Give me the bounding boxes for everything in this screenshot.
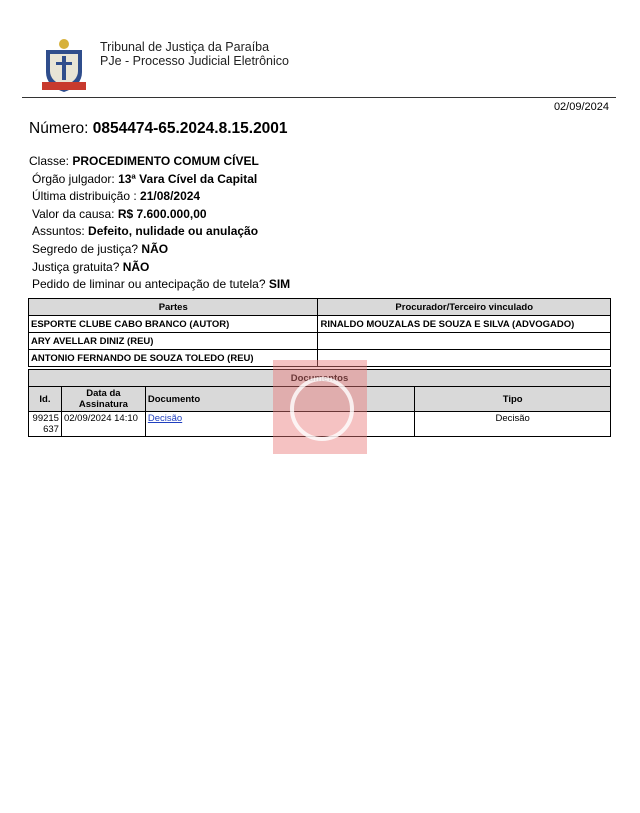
field-label: Segredo de justiça? [32,241,142,256]
partes-header: Partes [29,299,318,316]
process-number [29,120,288,138]
field-label: Órgão julgador: [32,171,119,186]
process-info [29,153,290,294]
process-number-value: 0854474-65.2024.8.15.2001 [92,120,288,137]
doc-type-cell: Decisão [415,412,611,437]
court-crest-icon [40,36,88,94]
partes-table [28,298,611,367]
documentos-title: Documentos [29,370,611,387]
field-label: Pedido de liminar ou antecipação de tutela? [32,277,269,292]
field-label: Valor da causa: [32,206,118,221]
field-orgao [29,171,290,189]
table-row [29,316,611,333]
process-number-label: Número: [29,120,89,137]
field-label: Última distribuição : [32,189,141,204]
tipo-header: Tipo [415,387,611,412]
id-header: Id. [29,387,62,412]
watermark-ring [290,377,354,441]
field-value: NÃO [141,241,169,256]
field-value: 21/08/2024 [140,189,201,204]
doc-date-cell: 02/09/2024 14:10 [61,412,145,437]
field-segredo [29,241,290,259]
doc-id-cell: 99215637 [29,412,62,437]
field-value: NÃO [122,259,150,274]
page-header [0,0,640,100]
field-distribuicao [29,188,290,206]
parte-cell: ESPORTE CLUBE CABO BRANCO (AUTOR) [29,316,318,333]
field-label: Justiça gratuita? [32,259,123,274]
field-value: 13ª Vara Cível da Capital [118,171,258,186]
watermark-icon [273,360,367,454]
field-label: Assuntos: [32,224,89,239]
field-value: PROCEDIMENTO COMUM CÍVEL [72,154,259,168]
field-valor [29,206,290,224]
field-gratuita [29,259,290,277]
document-link[interactable]: Decisão [147,413,183,424]
system-name: PJe - Processo Judicial Eletrônico [100,54,289,68]
field-label: Classe: [29,154,73,168]
parte-cell: ANTONIO FERNANDO DE SOUZA TOLEDO (REU) [29,350,318,367]
documento-header: Documento [145,387,414,412]
field-liminar [29,276,290,294]
partes-header-row [29,299,611,316]
data-header: Data da Assinatura [61,387,145,412]
table-row [29,333,611,350]
print-date: 02/09/2024 [553,101,609,113]
procurador-header: Procurador/Terceiro vinculado [318,299,611,316]
procurador-cell: RINALDO MOUZALAS DE SOUZA E SILVA (ADVOGADO) [318,316,611,333]
field-value: SIM [268,277,291,292]
field-assuntos [29,223,290,241]
procurador-cell [318,333,611,350]
court-header [100,40,289,68]
field-value: R$ 7.600.000,00 [117,206,207,221]
field-value: Defeito, nulidade ou anulação [88,224,259,239]
field-classe [29,153,290,171]
header-divider [22,97,616,98]
court-name: Tribunal de Justiça da Paraíba [100,40,270,54]
parte-cell: ARY AVELLAR DINIZ (REU) [29,333,318,350]
